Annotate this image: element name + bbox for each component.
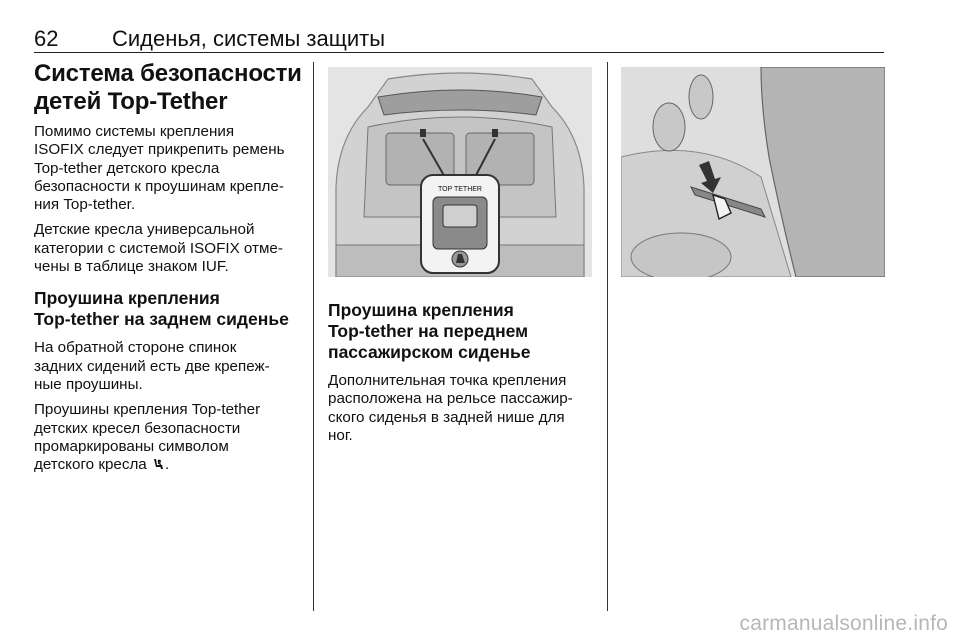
heading-line: Проушина крепления [34,288,220,309]
text-line: Помимо системы крепления [34,123,235,140]
text-line: задних сидений есть две крепеж- [34,357,270,375]
seat-rail-illustration [621,67,885,277]
text-line: ского сиденья в задней нише для [328,408,565,426]
column-divider [607,62,608,611]
column-2 [328,60,592,452]
rear-seat-tether-illustration [328,67,592,277]
paragraph [328,372,592,445]
text-line: детского кресла [34,456,147,474]
heading-line: Top-tether на заднем сиденье [34,309,289,330]
column-3 [621,60,885,277]
text-line: безопасности к проушинам крепле- [34,177,284,195]
text-line: детских кресел безопасности [34,419,241,437]
front-seat-rail-illustration [621,67,885,277]
page-header [34,22,884,53]
subsection-heading [328,300,592,363]
paragraph [34,221,302,276]
text-line: ния Top-tether. [34,196,136,214]
section-heading [34,60,302,116]
child-seat-icon [151,457,165,471]
text-line: ISOFIX следует прикрепить ремень [34,141,285,159]
text-line: чены в таблице знаком IUF. [34,258,229,276]
text-line: ные проушины. [34,375,143,393]
text-line: категории с системой ISOFIX отме- [34,239,283,257]
text-line: Детские кресла универсальной [34,221,255,239]
column-1 [34,60,302,481]
period: . [165,456,170,474]
text-line: Проушины крепления Top-tether [34,401,261,419]
page-number: 62 [34,26,59,51]
heading-line: Проушина крепления [328,300,514,320]
text-line: ног. [328,426,353,444]
tether-label-text: TOP TETHER [438,186,482,193]
heading-line: пассажирском сиденье [328,342,531,362]
car-rear-illustration [328,67,592,277]
text-line: Дополнительная точка крепления [328,372,567,389]
paragraph [34,123,302,214]
text-line: Top-tether детского кресла [34,159,220,177]
subsection-heading [34,288,302,330]
column-divider [313,62,314,611]
running-title: Сиденья, системы защиты [112,26,386,51]
heading-line: Top-tether на переднем [328,321,529,341]
paragraph [34,401,302,474]
heading-line: детей Top-Tether [34,88,228,115]
paragraph [34,339,302,394]
watermark: carmanualsonline.info [739,612,948,635]
heading-line: Система безопасности [34,60,302,87]
text-line: промаркированы символом [34,437,229,455]
text-line: На обратной стороне спинок [34,339,237,357]
text-line: расположена на рельсе пассажир- [328,390,573,408]
